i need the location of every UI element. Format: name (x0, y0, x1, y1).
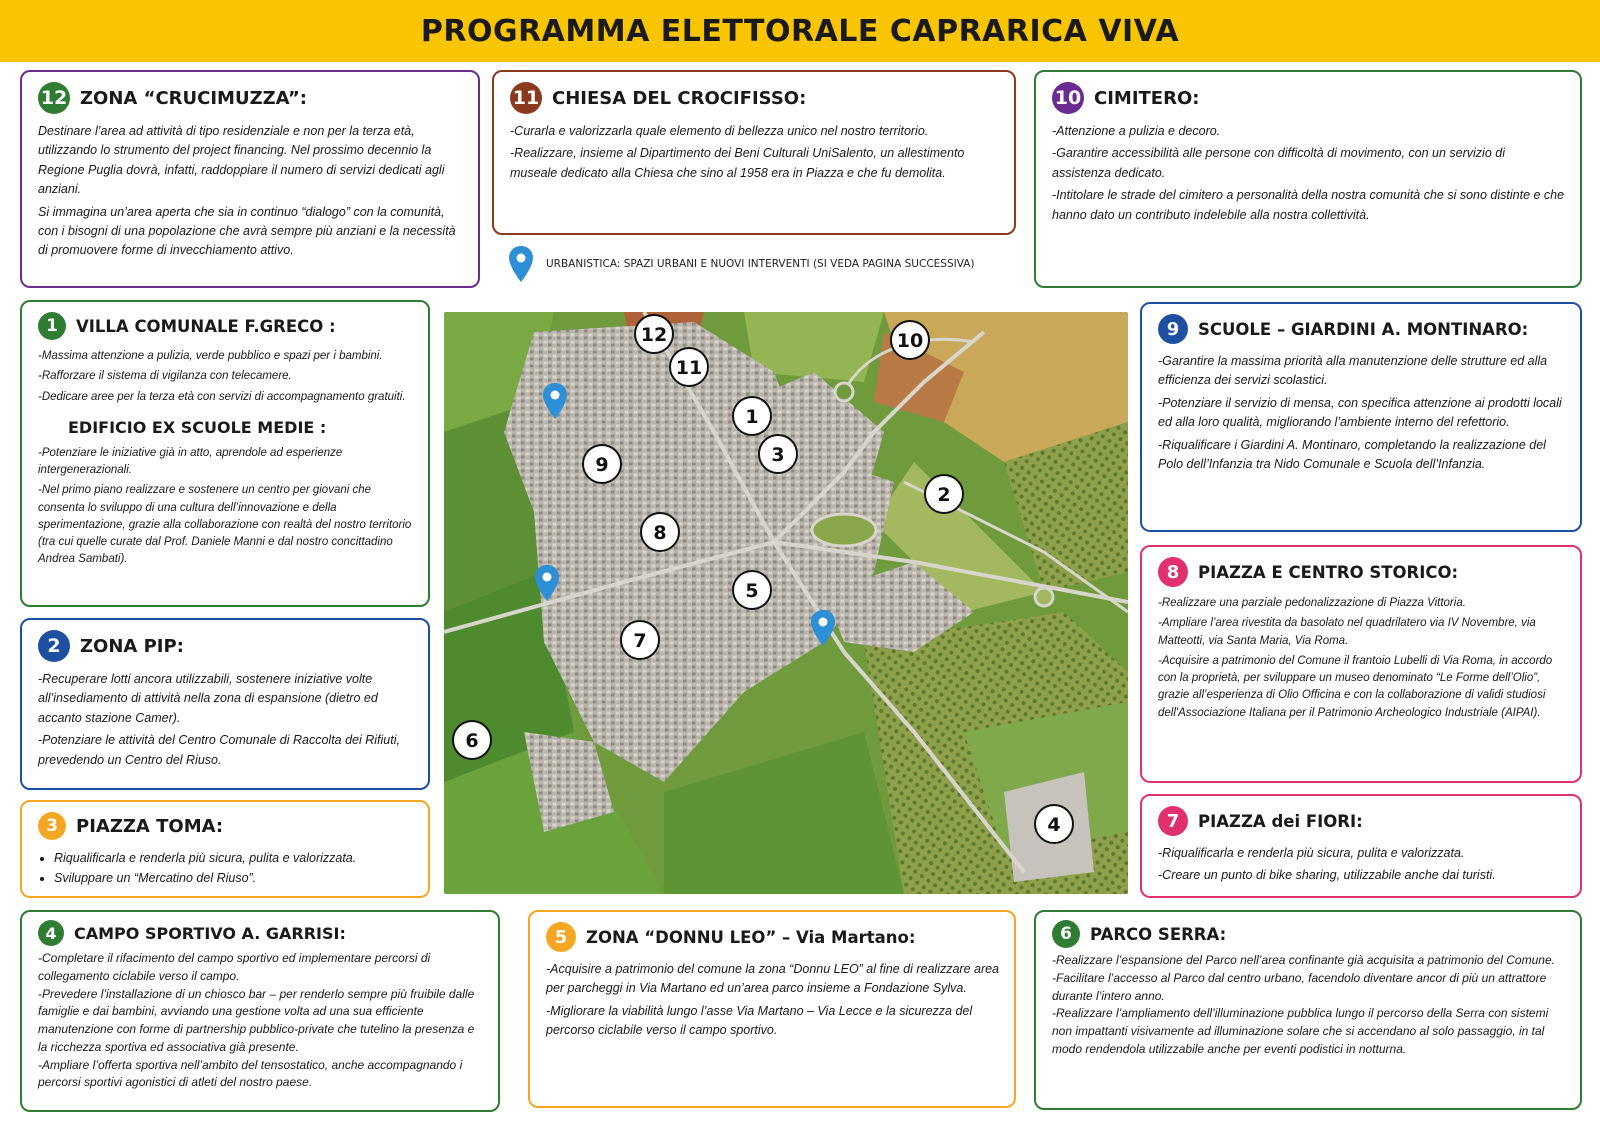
aerial-map (444, 312, 1128, 894)
card-title: PIAZZA dei FIORI: (1198, 811, 1363, 831)
number-badge-9: 9 (1158, 314, 1188, 344)
card-text: Destinare l’area ad attività di tipo residenziale e non per la terza età, utilizzando lo strumento del project financing. Nel prossimo decennio la Regione Puglia dovrà, infatti, raddoppiare il numero di servizi dedicati agli anziani. (38, 124, 445, 197)
map-marker-12 (635, 315, 673, 353)
number-badge-10: 10 (1052, 82, 1084, 114)
map-marker-3 (759, 435, 797, 473)
card-text: -Curarla e valorizzarla quale elemento di bellezza unico nel nostro territorio. (510, 124, 929, 138)
marker-label: 6 (465, 730, 479, 752)
card-text: -Facilitare l’accesso al Parco dal centro urbano, facendolo diventare ancor di più un attrattore durante l’intero anno. (1052, 970, 1547, 1003)
card-cimitero (1034, 70, 1582, 288)
urbanistica-text: URBANISTICA: SPAZI URBANI E NUOVI INTERVENTI (SI VEDA PAGINA SUCCESSIVA) (546, 258, 975, 270)
marker-label: 8 (653, 522, 667, 544)
page-title: PROGRAMMA ELETTORALE CAPRARICA VIVA (420, 13, 1180, 49)
card-text: -Riqualificarla e renderla più sicura, pulita e valorizzata. (1158, 846, 1465, 860)
card-text: Si immagina un’area aperta che sia in continuo “dialogo” con la comunità, con i bisogni di una popolazione che avrà sempre più anziani e la necessità di promuovere forme di invecchiamento attivo. (38, 204, 456, 258)
map-marker-4 (1035, 805, 1073, 843)
card-text: -Potenziare le attività del Centro Comunale di Raccolta dei Rifiuti, prevedendo un Centro del Riuso. (38, 733, 400, 767)
card-text: -Realizzare, insieme al Dipartimento dei Beni Culturali UniSalento, un allestimento museale dedicato alla Chiesa che sino al 1958 era in Piazza e che fu demolita. (510, 146, 965, 180)
urbanistica-legend (508, 245, 975, 283)
card-title: CAMPO SPORTIVO A. GARRISI: (74, 923, 346, 943)
number-badge-5: 5 (546, 922, 576, 952)
title-banner (0, 0, 1600, 62)
card-parco-serra (1034, 910, 1582, 1110)
marker-label: 5 (745, 580, 759, 602)
card-body (38, 670, 414, 770)
map-marker-11 (670, 348, 708, 386)
map-marker-1 (733, 397, 771, 435)
card-body (1158, 595, 1566, 722)
card-title: VILLA COMUNALE F.GRECO : (76, 316, 336, 336)
card-text: -Ampliare l’area rivestita da basolato nel quadrilatero via IV Novembre, via Matteotti, via Santa Maria, Via Roma. (1158, 617, 1536, 647)
card-text: -Recuperare lotti ancora utilizzabili, sostenere iniziative volte all’insediamento di attività nella zona di espansione (dietro ed accanto stazione Camer). (38, 672, 378, 725)
card-text: -Massima attenzione a pulizia, verde pubblico e spazi per i bambini. (38, 350, 383, 362)
number-badge-4: 4 (38, 920, 64, 946)
card-text: -Garantire accessibilità alle persone con difficoltà di movimento, con un servizio di assistenza dedicato. (1052, 146, 1505, 180)
card-title: PIAZZA E CENTRO STORICO: (1198, 562, 1459, 582)
marker-label: 12 (640, 324, 668, 346)
marker-label: 1 (745, 406, 759, 428)
card-text: -Acquisire a patrimonio del comune la zona “Donnu LEO” al fine di realizzare area per parcheggi in Via Martano ed un’area parco insieme a Fondazione Sylva. (546, 962, 1000, 996)
card-text: -Potenziare le iniziative già in atto, aprendole ad esperienze intergenerazionali. (38, 446, 343, 476)
marker-label: 7 (633, 630, 647, 652)
card-title: PIAZZA TOMA: (76, 815, 224, 837)
card-title: ZONA “DONNU LEO” – Via Martano: (586, 927, 916, 947)
card-text: -Migliorare la viabilità lungo l’asse Via Martano – Via Lecce e la sicurezza del percorso ciclabile verso il campo sportivo. (546, 1003, 973, 1038)
map-marker-9 (583, 445, 621, 483)
card-text: -Realizzare l’ampliamento dell’illuminazione pubblica lungo il percorso della Serra con sistemi non impattanti visivamente ad illuminazione solare che si accendano al solo passaggio, in tal modo rendendola utilizzabile anche per eventi podistici in notturna. (1052, 1006, 1549, 1056)
number-badge-8: 8 (1158, 557, 1188, 587)
card-title: ZONA PIP: (80, 635, 184, 657)
card-body (1052, 122, 1566, 225)
card-body (546, 960, 1000, 1041)
list-item: • Riqualificarla e renderla più sicura, pulita e valorizzata. (54, 848, 414, 868)
map-marker-8 (641, 513, 679, 551)
map-marker-2 (925, 475, 963, 513)
map-marker-6 (453, 721, 491, 759)
number-badge-11: 11 (510, 82, 542, 114)
card-villa-comunale (20, 300, 430, 607)
number-badge-3: 3 (38, 812, 66, 840)
card-text: -Rafforzare il sistema di vigilanza con telecamere. (38, 370, 292, 383)
card-body (1052, 952, 1566, 1059)
card-campo-sportivo (20, 910, 500, 1112)
map-marker-7 (621, 621, 659, 659)
card-zona-pip (20, 618, 430, 790)
card-body (38, 445, 414, 569)
marker-label: 9 (595, 454, 609, 476)
card-body (510, 122, 1000, 183)
card-body (1158, 352, 1566, 474)
map-marker-5 (733, 571, 771, 609)
card-title: ZONA “CRUCIMUZZA”: (80, 87, 307, 109)
card-body (38, 348, 414, 406)
marker-label: 4 (1047, 814, 1061, 836)
card-scuole-giardini (1140, 302, 1582, 532)
card-text: -Realizzare una parziale pedonalizzazione di Piazza Vittoria. (1158, 597, 1466, 609)
number-badge-7: 7 (1158, 806, 1188, 836)
card-text: -Potenziare il servizio di mensa, con specifica attenzione ai prodotti locali ed alla loro qualità, migliorando l’ambiente interno del refettorio. (1158, 395, 1562, 430)
card-piazza-dei-fiori (1140, 794, 1582, 898)
card-text: -Dedicare aree per la terza età con servizi di accompagnamento gratuiti. (38, 390, 406, 403)
card-chiesa-del-crocifisso (492, 70, 1016, 235)
card-text: -Acquisire a patrimonio del Comune il frantoio Lubelli di Via Roma, in accordo con la proprietà, per sviluppare un museo denominato “Le Forme dell’Olio”, grazie all’esperienza di Olio Officina e con la collaborazione di validi studiosi dell'Associazione Italiana per il Patrimonio Archeologico Industriale (AIPAI). (1158, 654, 1553, 719)
card-text: -Completare il rifacimento del campo sportivo ed implementare percorsi di collegamento ciclabile verso il campo. (38, 951, 431, 983)
card-zona-donnu-leo (528, 910, 1016, 1108)
number-badge-12: 12 (38, 82, 70, 114)
card-subtitle: EDIFICIO EX SCUOLE MEDIE : (68, 417, 327, 437)
card-text: -Realizzare l’espansione del Parco nell’area confinante già acquisita a patrimonio del Comune. (1052, 953, 1555, 967)
marker-label: 2 (937, 484, 951, 506)
marker-label: 3 (771, 444, 785, 466)
card-title: CHIESA DEL CROCIFISSO: (552, 87, 807, 109)
card-text: -Creare un punto di bike sharing, utilizzabile anche dai turisti. (1158, 868, 1496, 883)
number-badge-1: 1 (38, 312, 66, 340)
card-text: -Nel primo piano realizzare e sostenere un centro per giovani che consenta lo sviluppo di una cultura dell’innovazione e della sperimentazione, grazie alla collaborazione con realtà del nostro territorio (tra cui quelle curate dal Prof. Daniele Manni e dal nostro concittadino Andrea Sambati). (38, 484, 412, 566)
marker-label: 10 (896, 330, 924, 352)
map-marker-10 (891, 321, 929, 359)
card-body (38, 122, 464, 261)
card-body (38, 848, 414, 888)
marker-label: 11 (675, 357, 703, 379)
card-text: -Attenzione a pulizia e decoro. (1052, 124, 1221, 138)
number-badge-2: 2 (38, 630, 70, 662)
card-zona-crucimuzza (20, 70, 480, 288)
card-title: PARCO SERRA: (1090, 924, 1227, 944)
map-image (444, 312, 1128, 894)
card-text: -Riqualificare i Giardini A. Montinaro, completando la realizzazione del Polo dell’Infanzia tra Nido Comunale e Scuola dell’Infanzia. (1158, 437, 1546, 471)
list-item: • Sviluppare un “Mercatino del Riuso”. (54, 868, 414, 888)
card-title: CIMITERO: (1094, 87, 1200, 109)
card-body (1158, 844, 1566, 886)
card-text: -Garantire la massima priorità alla manutenzione delle strutture ed alla efficienza dei servizi scolastici. (1158, 354, 1548, 388)
card-text: -Ampliare l’offerta sportiva nell’ambito del tensostatico, anche accompagnando i percorsi sportivi agonistici di atleti del nostro paese. (38, 1057, 463, 1090)
card-title: SCUOLE – GIARDINI A. MONTINARO: (1198, 319, 1529, 339)
card-body (38, 950, 484, 1092)
card-text: -Prevedere l’installazione di un chiosco bar – per renderlo sempre più fruibile dalle famiglie e dai bambini, avviando una gestione volta ad una sua efficiente manutenzione con forme di partnership pubblico-private che tutelino la presenza e la ricchezza sportiva ed associativa già presente. (38, 986, 475, 1054)
map-pin-icon (508, 245, 534, 283)
card-text: -Intitolare le strade del cimitero a personalità della nostra comunità che si sono distinte e che hanno dato un contributo indelebile alla nostra collettività. (1052, 188, 1565, 222)
card-piazza-toma (20, 800, 430, 898)
number-badge-6: 6 (1052, 920, 1080, 948)
card-piazza-centro-storico (1140, 545, 1582, 783)
